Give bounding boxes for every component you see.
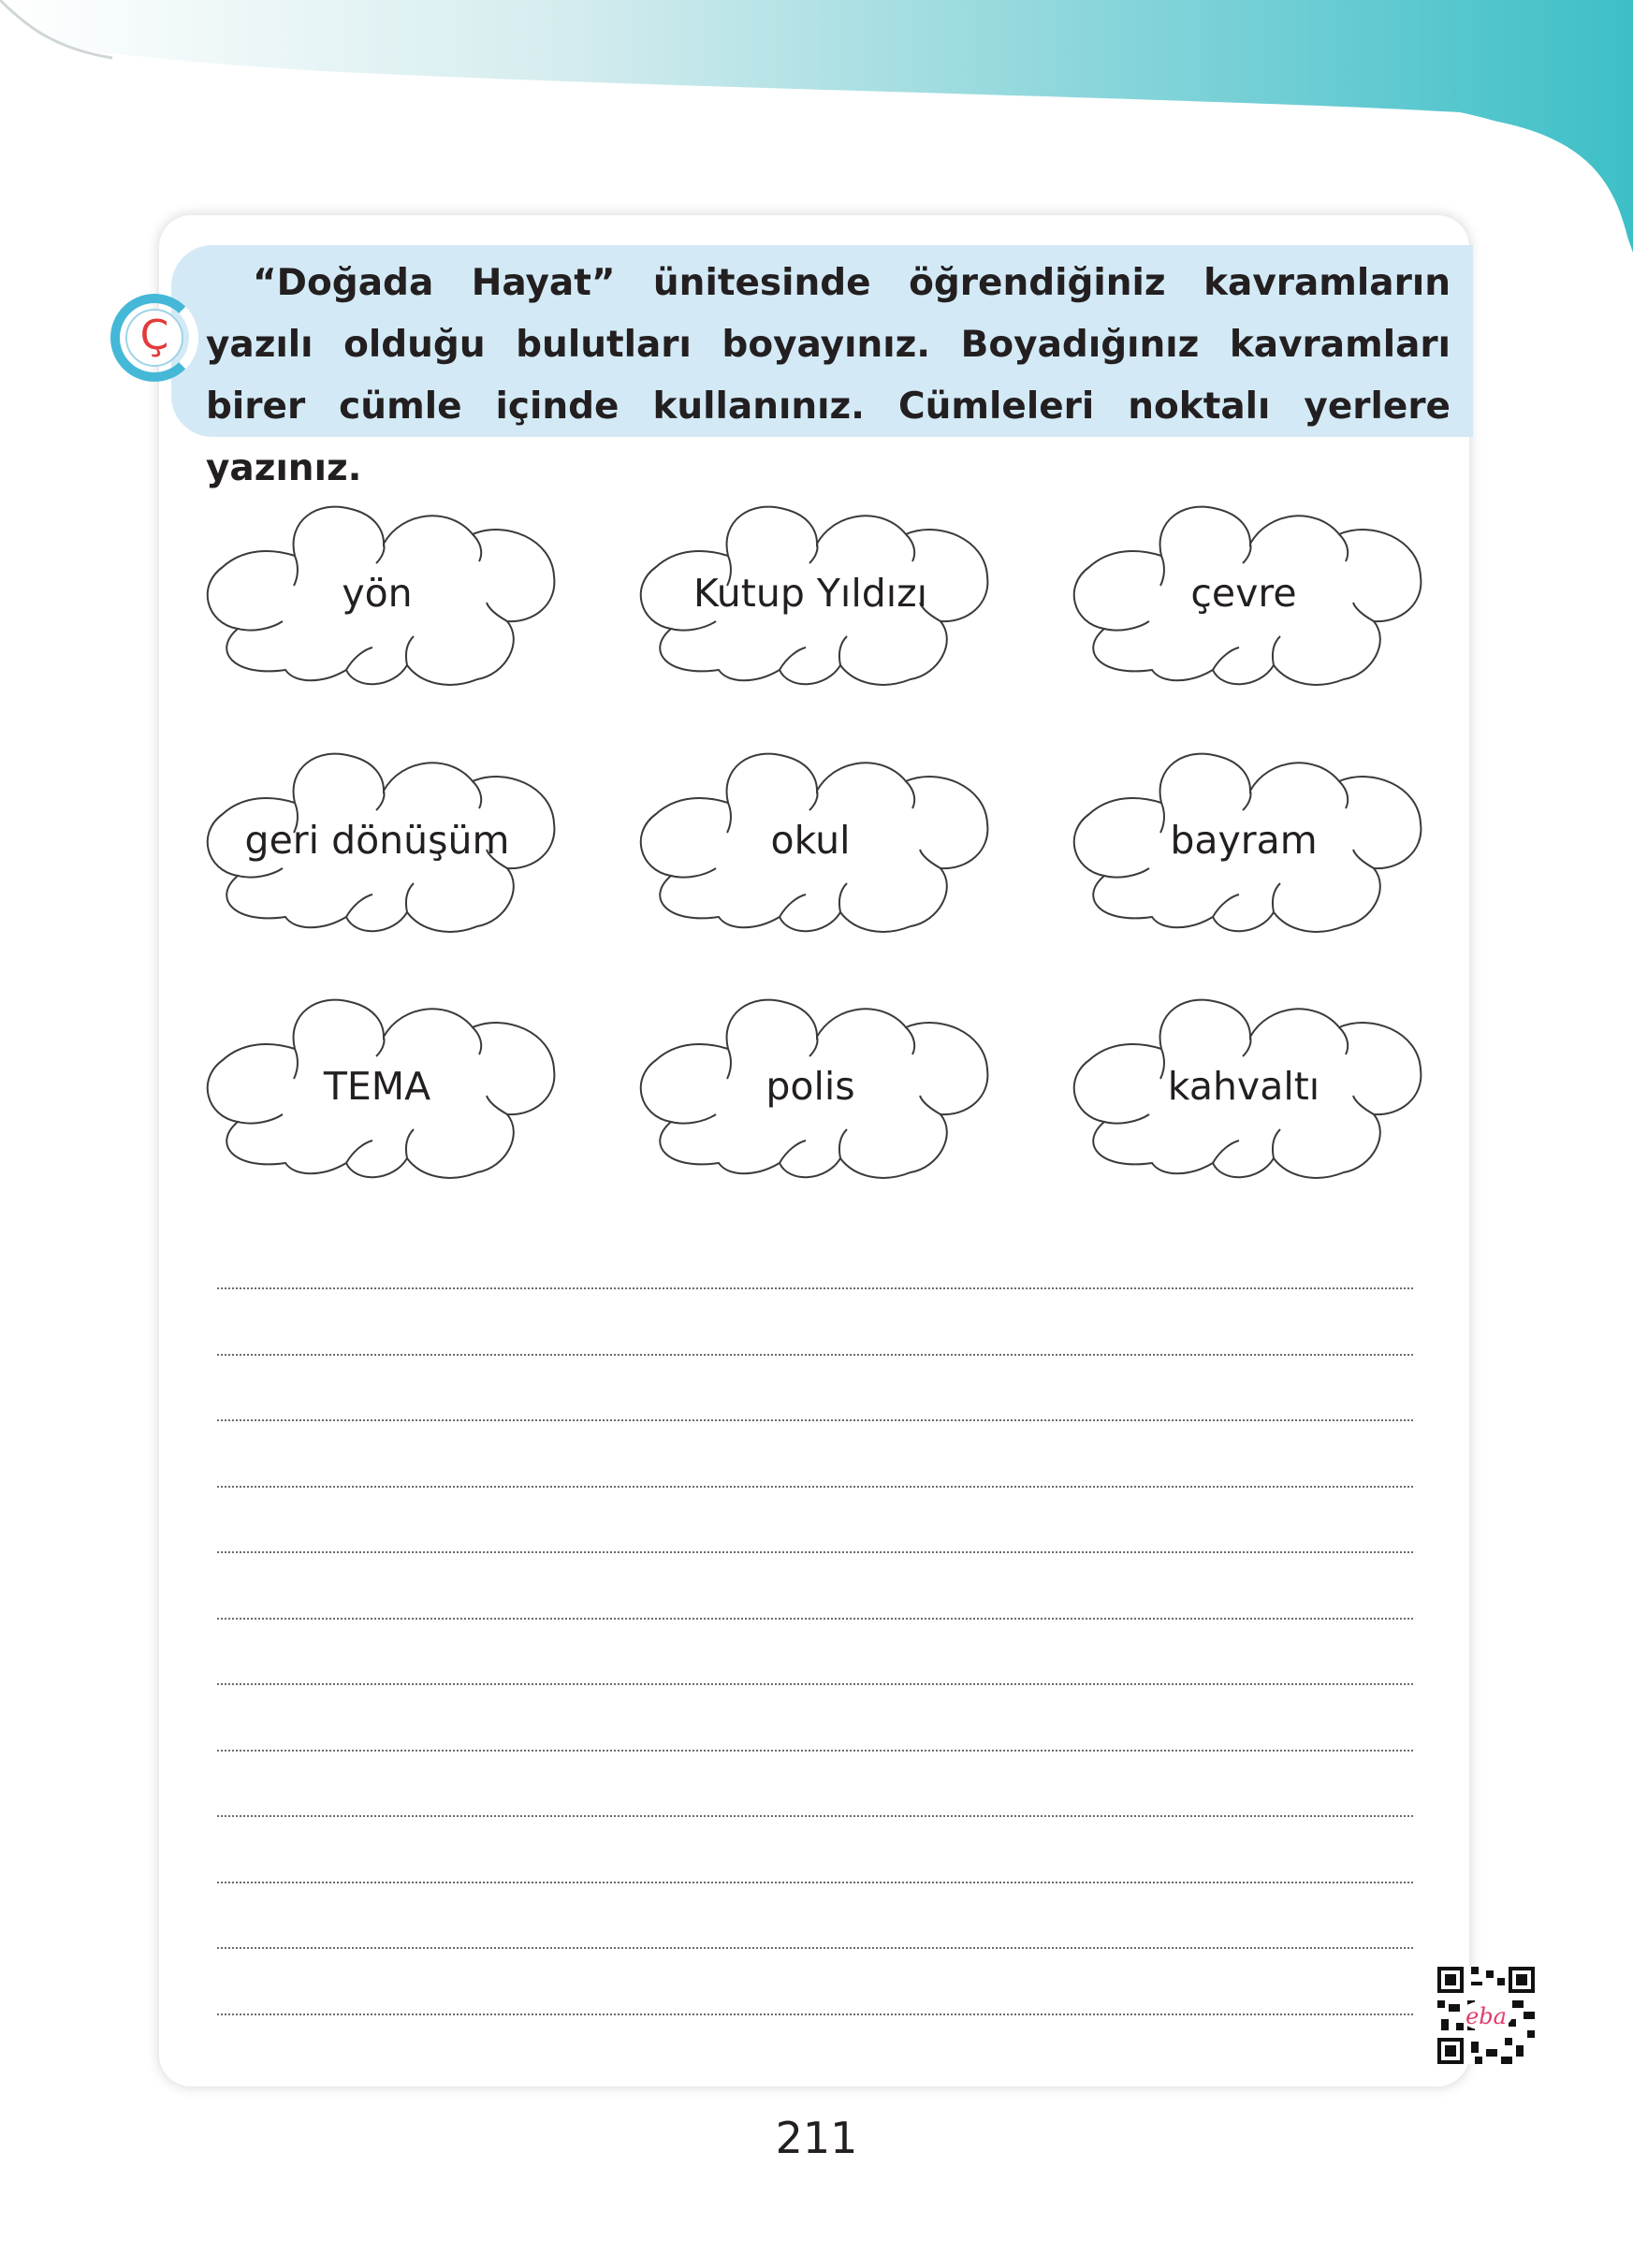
cloud-label: polis <box>765 1064 855 1109</box>
cloud-label: TEMA <box>323 1064 431 1109</box>
writing-line[interactable] <box>217 1683 1413 1685</box>
cloud-word-9[interactable] <box>1063 985 1424 1191</box>
cloud-word-4[interactable] <box>197 739 558 945</box>
writing-line[interactable] <box>217 1486 1413 1488</box>
instruction-text: “Doğada Hayat” ünitesinde öğrendiğiniz kavramların yazılı olduğu bulutları boyayınız. Boyadığınız kavramları birer cümle içinde kullanınız. Cümleleri noktalı yerlere yazınız. <box>206 262 1451 489</box>
writing-line[interactable] <box>217 1882 1413 1883</box>
page-number: 211 <box>775 2113 858 2163</box>
qr-code-icon <box>1437 1967 1535 2064</box>
writing-line[interactable] <box>217 1551 1413 1553</box>
cloud-label: geri dönüşüm <box>244 818 510 863</box>
writing-line[interactable] <box>217 1947 1413 1949</box>
cloud-word-5[interactable] <box>630 739 991 945</box>
writing-line[interactable] <box>217 1815 1413 1817</box>
cloud-label: okul <box>770 818 851 863</box>
cloud-label: yön <box>342 571 413 616</box>
writing-line[interactable] <box>217 1287 1413 1289</box>
cloud-label: çevre <box>1190 571 1297 616</box>
writing-line[interactable] <box>217 1419 1413 1421</box>
cloud-word-8[interactable] <box>630 985 991 1191</box>
writing-line[interactable] <box>217 1750 1413 1752</box>
cloud-word-1[interactable] <box>197 492 558 698</box>
cloud-word-3[interactable] <box>1063 492 1424 698</box>
section-badge-letter: Ç <box>139 312 169 359</box>
cloud-label: Kutup Yıldızı <box>693 571 928 616</box>
cloud-label: kahvaltı <box>1167 1064 1320 1109</box>
cloud-word-7[interactable] <box>197 985 558 1191</box>
writing-line[interactable] <box>217 1618 1413 1620</box>
writing-line[interactable] <box>217 2014 1413 2015</box>
writing-line[interactable] <box>217 1354 1413 1356</box>
cloud-label: bayram <box>1170 818 1318 863</box>
qr-eba-logo: eba <box>1465 2002 1507 2029</box>
cloud-word-2[interactable] <box>630 492 991 698</box>
cloud-word-6[interactable] <box>1063 739 1424 945</box>
